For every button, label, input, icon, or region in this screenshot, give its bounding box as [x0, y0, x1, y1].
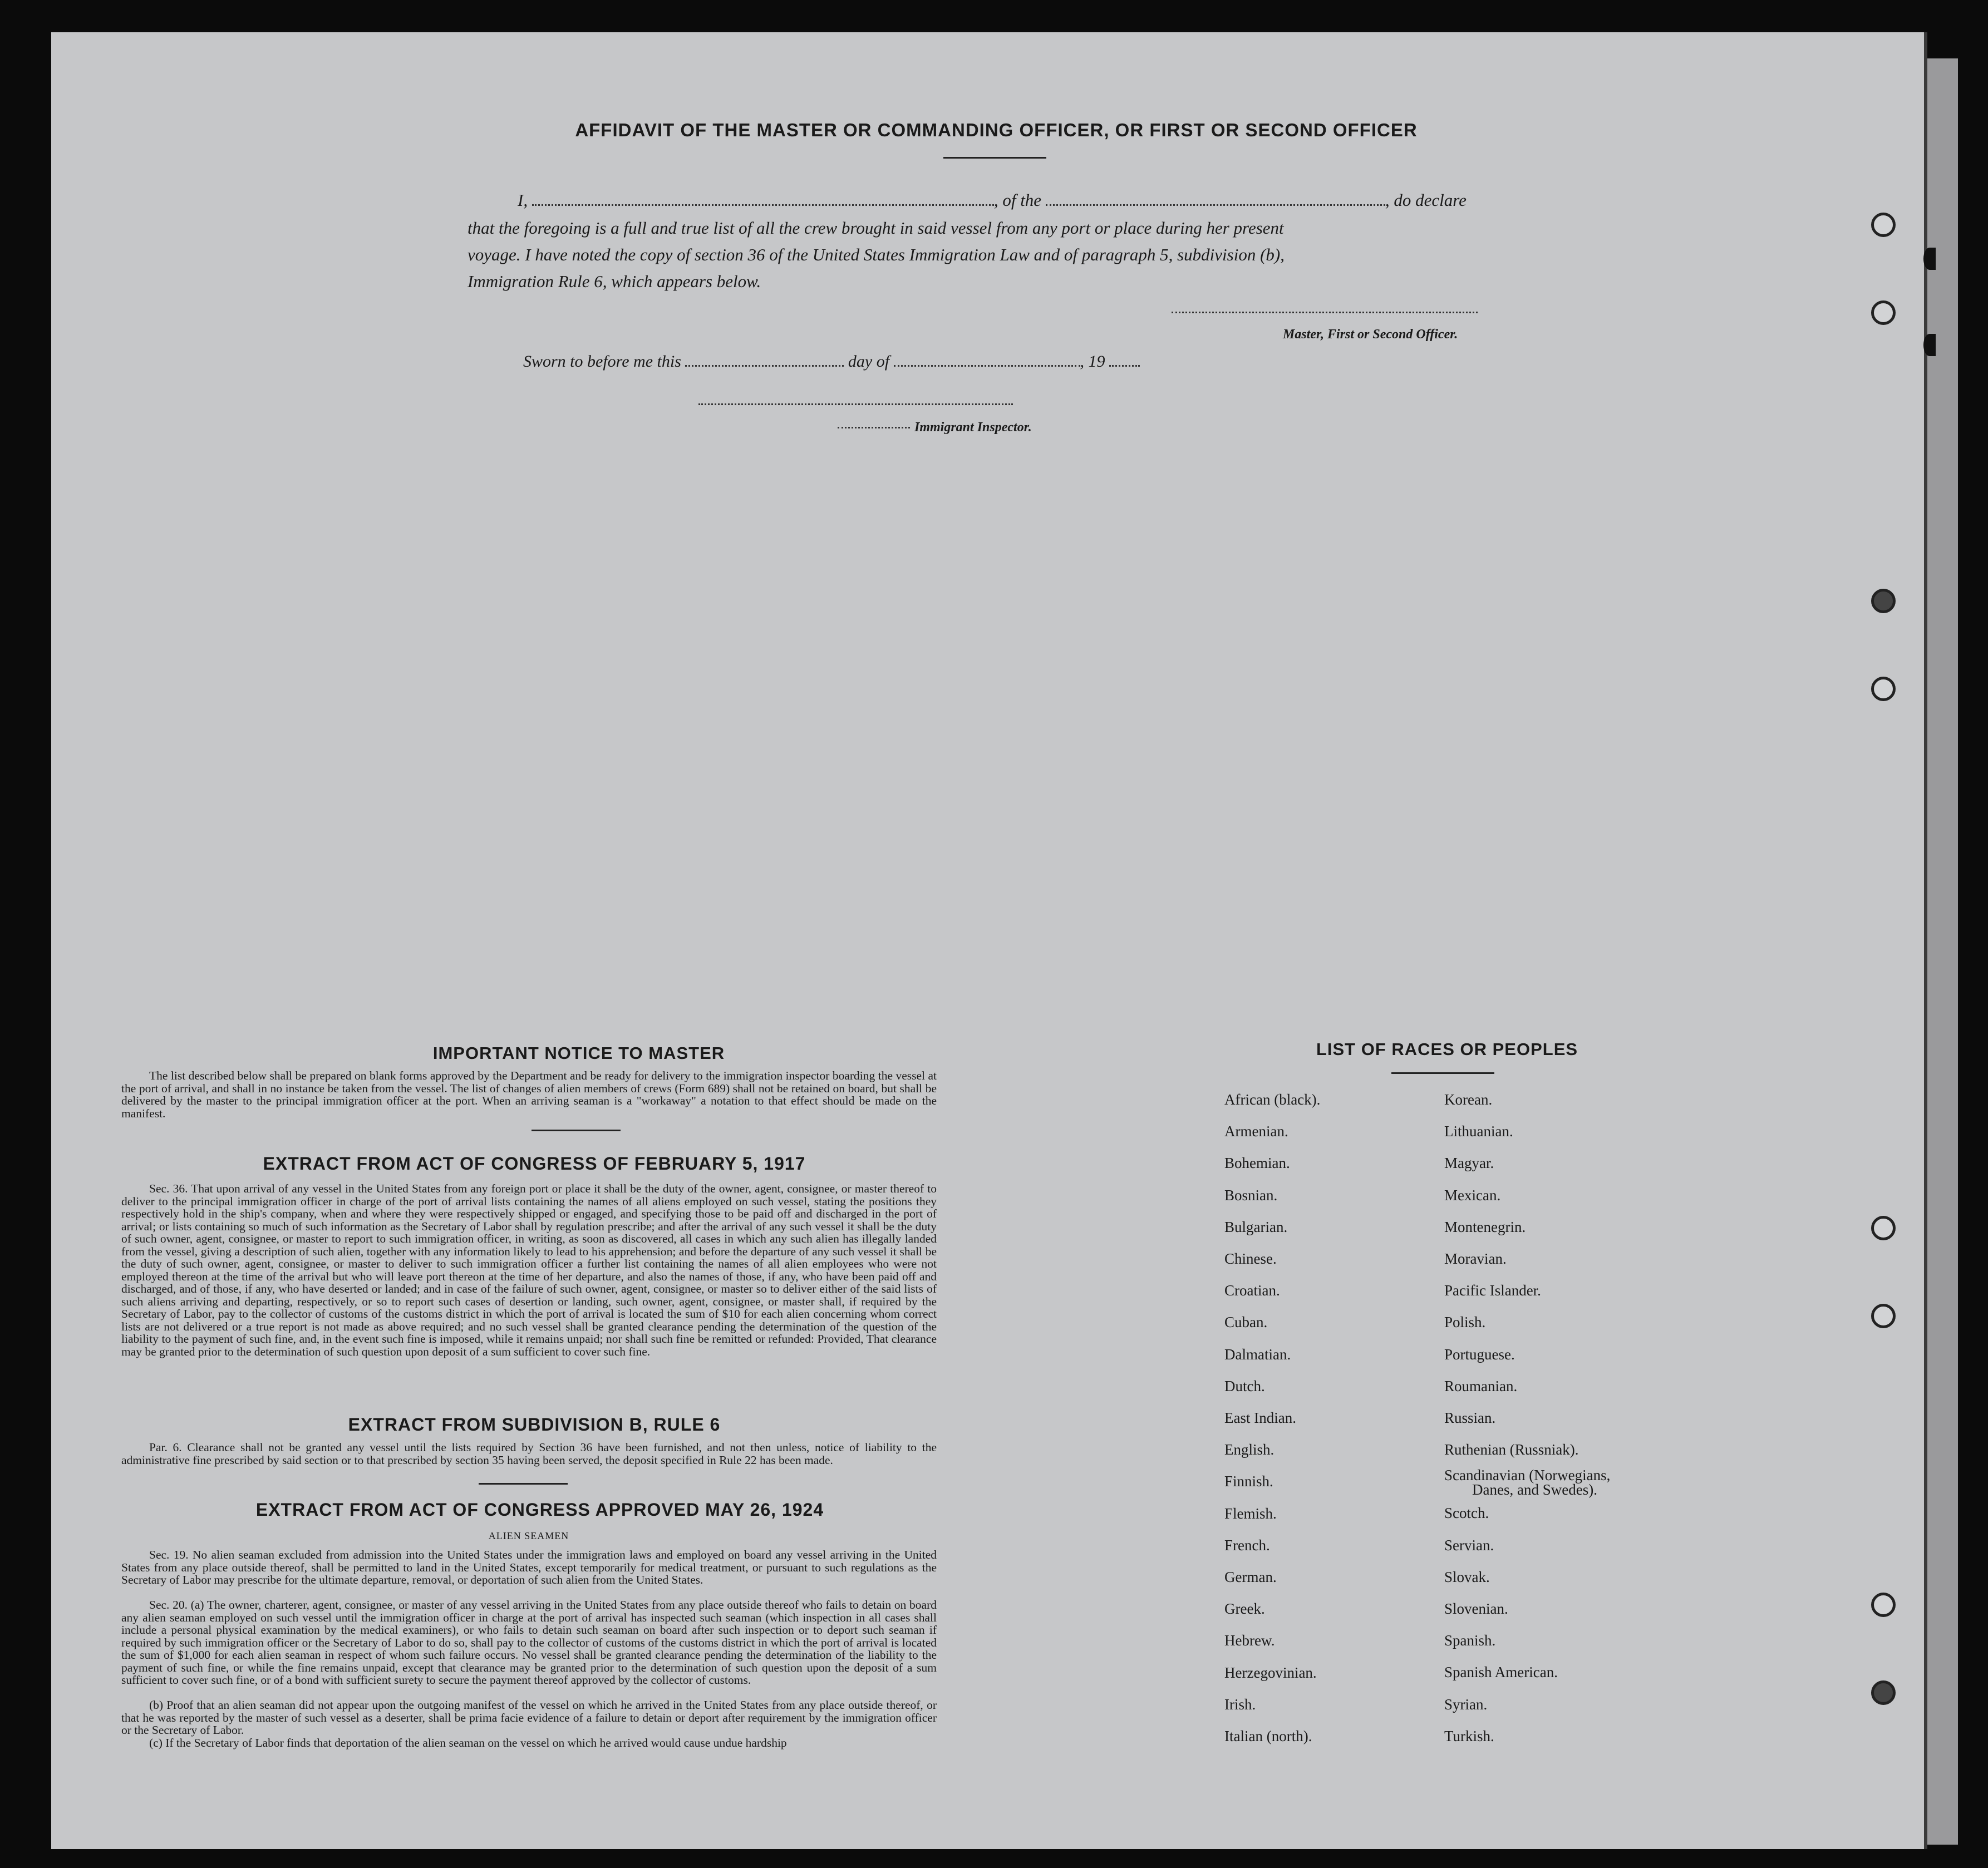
race-item: French.: [1224, 1536, 1270, 1554]
race-item: Mexican.: [1444, 1186, 1501, 1204]
sworn-month-field[interactable]: [894, 365, 1080, 367]
year-field[interactable]: [1109, 365, 1140, 367]
binder-hole: [1871, 1593, 1896, 1617]
alien-seamen-subtitle: ALIEN SEAMEN: [488, 1530, 569, 1541]
binder-hole: [1871, 1216, 1896, 1240]
race-item: Ruthenian (Russniak).: [1444, 1441, 1579, 1458]
race-item: Roumanian.: [1444, 1377, 1518, 1394]
extract-1917-title: EXTRACT FROM ACT OF CONGRESS OF FEBRUARY 5, 1917: [263, 1154, 806, 1174]
back-sheet-notch: [1923, 248, 1936, 270]
extract-1924-title: EXTRACT FROM ACT OF CONGRESS APPROVED MAY 26, 1924: [255, 1500, 824, 1520]
race-item: Syrian.: [1444, 1696, 1488, 1713]
day-of-label: day of: [848, 352, 890, 371]
race-item: Italian (north).: [1224, 1728, 1312, 1745]
race-item: Turkish.: [1444, 1727, 1494, 1744]
extract-1924-sec20a: Sec. 20. (a) The owner, charterer, agent, consignee, or master of any vessel arriving in the United States from any place outside thereof who fails to detain on board any alien seaman employed on such vessel until the immigration officer in charge at the port of arrival has inspected such seaman (which inspection in all cases shall include a personal physical examination by the medical examiners), or who fails to detain such seaman on board after such inspection or to deport such seaman if required by such immigration officer or the Secretary of Labor to do so, shall pay to the collector of customs of the customs district in which the port of arrival is located the sum of $1,000 for each alien seaman in respect of whom such failure occurs. No vessel shall be granted clearance pending the determination of the liability to the payment of such fine, or while the fine remains unpaid, except that clearance may be granted prior to the determination of such question upon the deposit of a sum sufficient to cover such fine, or of a bond with sufficient surety to secure the payment thereof approved by the collector of customs.: [121, 1598, 937, 1687]
race-item: Korean.: [1444, 1091, 1493, 1108]
race-item: German.: [1224, 1569, 1277, 1586]
notice-text: The list described below shall be prepared on blank forms approved by the Department and be ready for delivery to the immigration inspector boarding the vessel at the port of arrival, and shall in no instance be taken from the vessel. The list of changes of alien members of crews (Form 689) shall not be retained on board, but shall be delivered by the master to the principal immigration officer at the port. When an arriving seaman is a "workaway" a notation to that effect should be made on the manifest.: [121, 1069, 937, 1120]
notice-title: IMPORTANT NOTICE TO MASTER: [432, 1043, 725, 1063]
binder-hole: [1871, 1304, 1896, 1328]
race-item: Irish.: [1224, 1696, 1256, 1713]
race-item: Bosnian.: [1224, 1186, 1278, 1204]
section-rule: [532, 1130, 621, 1131]
race-item: Magyar.: [1444, 1155, 1494, 1172]
vessel-field[interactable]: [1046, 204, 1385, 206]
race-item: Slovenian.: [1444, 1600, 1508, 1618]
name-field[interactable]: [532, 204, 994, 206]
race-item: Greek.: [1224, 1600, 1265, 1618]
inspector-label: Immigrant Inspector.: [914, 420, 1032, 435]
section-rule: [479, 1483, 568, 1485]
race-item: Dalmatian.: [1224, 1345, 1291, 1363]
race-item: [1444, 1466, 1610, 1497]
race-item: Spanish.: [1444, 1632, 1496, 1649]
races-right-column: [1444, 1084, 1610, 1752]
race-item: Lithuanian.: [1444, 1123, 1513, 1140]
sworn-day-field[interactable]: [685, 365, 844, 367]
race-item: Dutch.: [1224, 1377, 1265, 1394]
inspector-name-field[interactable]: [838, 427, 910, 428]
race-item: Portuguese.: [1444, 1345, 1515, 1363]
race-item: Chinese.: [1224, 1250, 1277, 1268]
binder-hole: [1871, 213, 1896, 237]
year-label: , 19: [1080, 352, 1105, 371]
race-item: Croatian.: [1224, 1282, 1280, 1299]
affidavit-line-1: that the foregoing is a full and true list of all the crew brought in said vessel from any port or place during her present: [468, 218, 1284, 238]
affidavit-line-2: voyage. I have noted the copy of section 36 of the United States Immigration Law and of paragraph 5, subdivision (b),: [468, 245, 1285, 264]
race-item: Moravian.: [1444, 1250, 1507, 1268]
race-item: Pacific Islander.: [1444, 1282, 1541, 1299]
race-item: Hebrew.: [1224, 1632, 1275, 1649]
race-item: Servian.: [1444, 1536, 1494, 1554]
extract-1924-sec20c: (c) If the Secretary of Labor finds that deportation of the alien seaman on the vessel on which he arrived would cause undue hardship: [149, 1737, 787, 1749]
signature-label: Master, First or Second Officer.: [1283, 327, 1458, 342]
sworn-label: Sworn to before me this: [523, 352, 681, 371]
race-item: East Indian.: [1224, 1409, 1296, 1427]
extract-1917-text: Sec. 36. That upon arrival of any vessel in the United States from any foreign port or place it shall be the duty of the owner, agent, consignee, or master thereof to deliver to the principal immigration officer in charge of the port of arrival lists containing the names of all aliens employed on such vessel, stating the positions they respectively hold in the ship's company, when and where they were respectively shipped or engaged, and specifying those to be paid off and discharged in the port of arrival; or lists containing so much of such information as the Secretary of Labor shall by regulation prescribe; and after the arrival of any such vessel it shall be the duty of such owner, agent, consignee, or master to report to such immigration officer, in writing, as soon as discovered, all cases in which any such alien has illegally landed from the vessel, giving a description of such alien, together with any information likely to lead to his apprehension; and before the departure of any such vessel it shall be the duty of such owner, agent, consignee, or master to deliver to such immigration officer a further list containing the names of all alien employees who were not employed thereon at the time of the arrival but who will leave port thereon at the time of her departure, and also the names of those, if any, who have been paid off and discharged, and of those, if any, who have deserted or landed; and in case of the failure of such owner, agent, consignee, or master so to deliver either of the said lists of such aliens arriving and departing, respectively, or so to report such cases of desertion or landing, such owner, agent, consignee, or master shall, if required by the Secretary of Labor, pay to the collector of customs of the customs district in which the port of arrival is located the sum of $10 for each alien concerning whom correct lists are not delivered or a true report is not made as above required; and no such vessel shall be granted clearance pending the determination of the question of the liability to the payment of such fine, and, in the event such fine is imposed, while it remains unpaid; nor shall such fine be remitted or refunded: Provided, That clearance may be granted prior to the determination of such question upon deposit of a sum sufficient to cover such fine.: [121, 1182, 937, 1358]
do-declare-label: , do declare: [1385, 190, 1467, 210]
binder-hole: [1871, 677, 1896, 701]
extract-1924-sec20b: (b) Proof that an alien seaman did not appear upon the outgoing manifest of the vessel on which he arrived in the United States from any place outside thereof, or that he was reported by the master of such vessel as a deserter, shall be prima facie evidence of a failure to detain or deport after requirement by the immigration officer or the Secretary of Labor.: [121, 1698, 937, 1737]
race-item-line: Scandinavian (Norwegians,: [1444, 1467, 1611, 1484]
of-the-label: , of the: [993, 190, 1042, 210]
binder-hole: [1871, 300, 1896, 325]
race-item: Scotch.: [1444, 1505, 1489, 1522]
race-item: Russian.: [1444, 1409, 1496, 1427]
races-title: LIST OF RACES OR PEOPLES: [1316, 1039, 1578, 1059]
race-item: Flemish.: [1224, 1505, 1277, 1522]
sworn-line: [523, 352, 1140, 371]
title-rule: [943, 157, 1046, 159]
race-item: Armenian.: [1224, 1123, 1288, 1140]
affidavit-declaration-line: [518, 190, 1467, 210]
races-left-column: [1224, 1084, 1320, 1752]
races-title-rule: [1391, 1072, 1494, 1074]
race-item: Bohemian.: [1224, 1155, 1290, 1172]
inspector-signature-field[interactable]: [698, 403, 1013, 405]
race-item: Cuban.: [1224, 1314, 1268, 1331]
race-item: African (black).: [1224, 1091, 1321, 1108]
race-item: Slovak.: [1444, 1568, 1490, 1585]
affidavit-title: AFFIDAVIT OF THE MASTER OR COMMANDING OFFICER, OR FIRST OR SECOND OFFICER: [575, 120, 1418, 140]
signature-field[interactable]: [1172, 312, 1478, 313]
race-item: Spanish American.: [1444, 1664, 1558, 1681]
binder-hole: [1871, 1680, 1896, 1705]
affidavit-line-3: Immigration Rule 6, which appears below.: [468, 272, 761, 291]
extract-rule6-title: EXTRACT FROM SUBDIVISION B, RULE 6: [348, 1414, 721, 1435]
i-label: I,: [518, 190, 528, 210]
race-item: English.: [1224, 1441, 1275, 1458]
race-item: Finnish.: [1224, 1473, 1273, 1490]
extract-rule6-text: Par. 6. Clearance shall not be granted any vessel until the lists required by Section 36 have been furnished, and not then unless, notice of liability to the administrative fine prescribed by said section or to that prescribed by section 35 having been served, the deposit specified in Rule 22 has been made.: [121, 1441, 937, 1467]
extract-1924-sec19: Sec. 19. No alien seaman excluded from admission into the United States under the immigration laws and employed on board any vessel arriving in the United States from any place outside thereof, shall be permitted to land in the United States, except temporarily for medical treatment, or pursuant to such regulations as the Secretary of Labor may prescribe for the ultimate departure, removal, or deportation of such alien from the United States.: [121, 1548, 937, 1586]
race-item-line: Danes, and Swedes).: [1472, 1481, 1597, 1499]
race-item: Montenegrin.: [1444, 1218, 1526, 1235]
back-sheet: [1923, 58, 1958, 1845]
race-item: Polish.: [1444, 1314, 1486, 1331]
binder-hole: [1871, 589, 1896, 613]
race-item: Bulgarian.: [1224, 1218, 1288, 1235]
back-sheet-notch: [1923, 334, 1936, 356]
race-item: Herzegovinian.: [1224, 1664, 1317, 1681]
